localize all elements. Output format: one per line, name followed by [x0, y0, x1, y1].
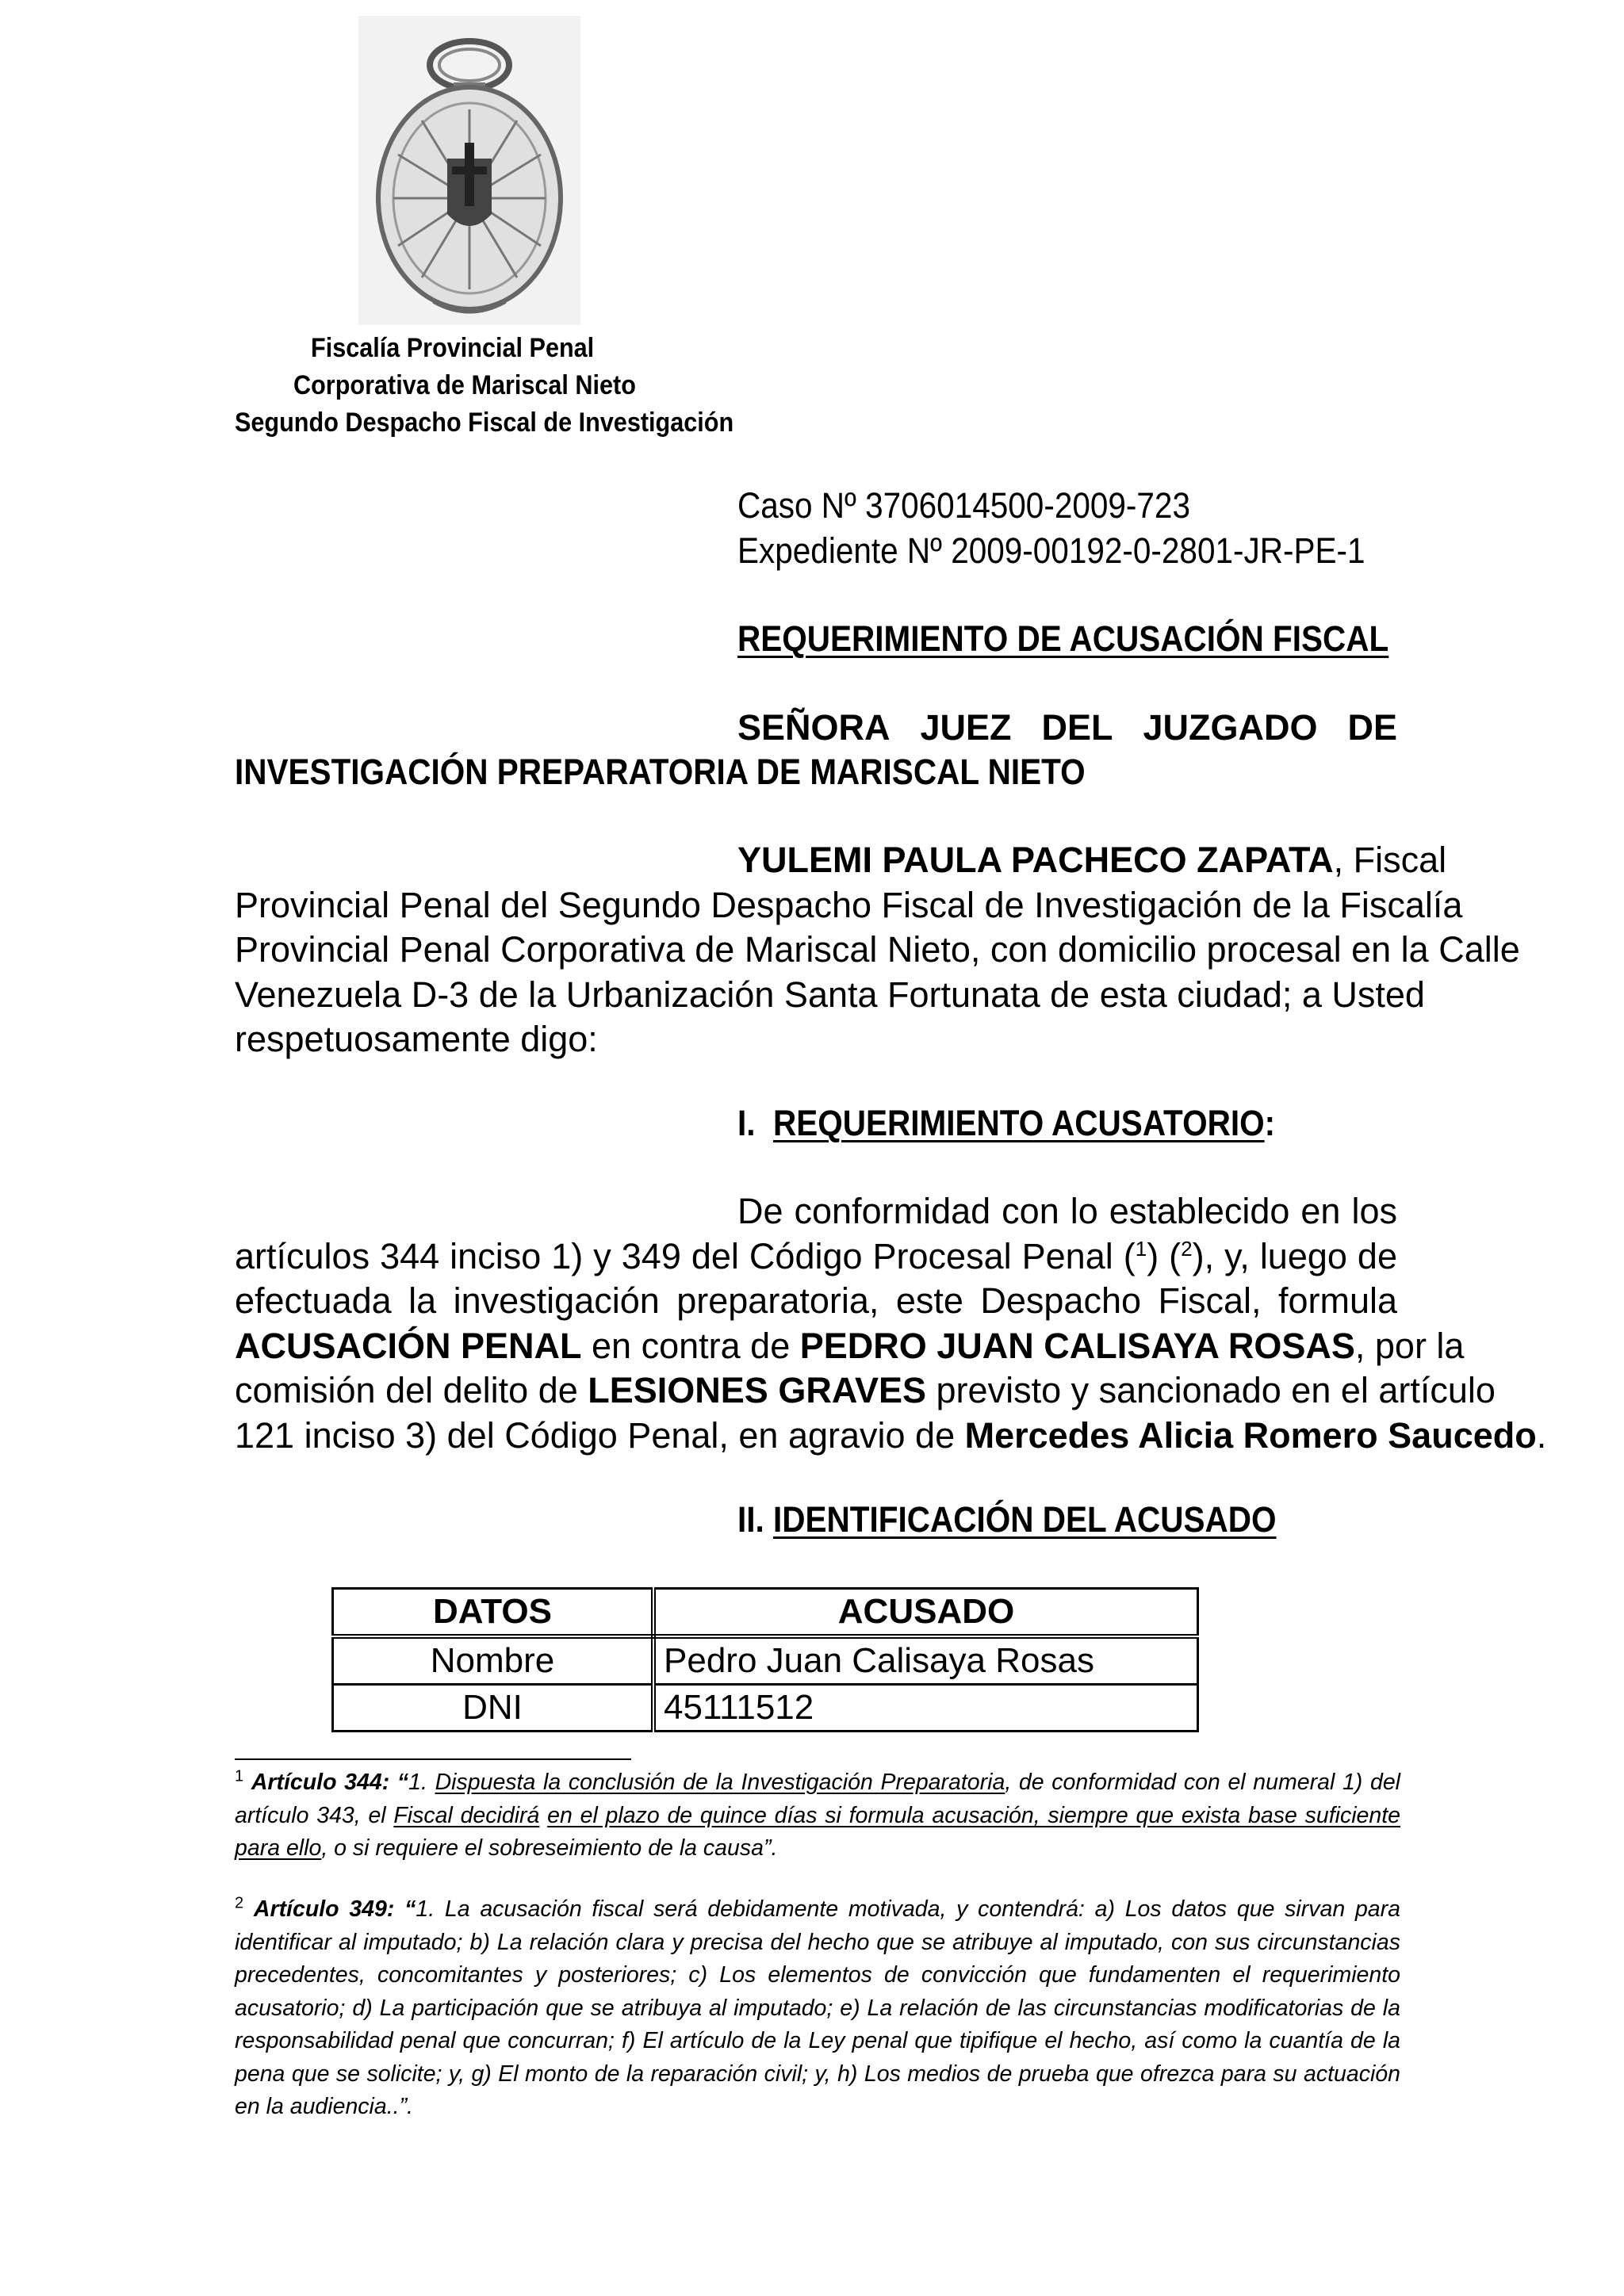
addressee-word: JUEZ [920, 707, 1012, 748]
seal-emblem-icon [358, 16, 580, 325]
footnote-ref-2[interactable]: 2 [1181, 1236, 1193, 1261]
footnote-line: acusatorio; d) La participación que se atribuya al imputado; e) La relación de las circunstancias modificatorias de la [235, 1995, 1400, 2021]
table-row [333, 1636, 1198, 1685]
expediente-number: Expediente Nº 2009-00192-0-2801-JR-PE-1 [737, 530, 1365, 571]
intro-line: Provincial Penal del Segundo Despacho Fiscal de Investigación de la Fiscalía [235, 884, 1463, 925]
body-line: De conformidad con lo establecido en los [737, 1191, 1397, 1231]
body-line [235, 1414, 1547, 1459]
footnote-text: , de conformidad con el numeral 1) del [1005, 1770, 1401, 1795]
intro-first-line [737, 838, 1447, 883]
footnote-line [235, 1800, 1400, 1833]
addressee-word: JUZGADO [1143, 707, 1318, 748]
footnote-number: 2 [235, 1894, 244, 1912]
footnote-line [235, 1832, 1400, 1866]
footnote-label: Artículo 344: “ [251, 1770, 409, 1795]
table-cell: DNI [333, 1685, 654, 1732]
accused-name: PEDRO JUAN CALISAYA ROSAS [799, 1325, 1355, 1366]
intro-paragraph [235, 883, 1520, 1062]
footnote-separator [235, 1758, 631, 1760]
header-line-2: Corporativa de Mariscal Nieto [293, 370, 636, 400]
footnote-text: , o si requiere el sobreseimiento de la causa”. [321, 1835, 778, 1861]
intro-text: , Fiscal [1333, 840, 1447, 880]
table-header-cell: DATOS [333, 1589, 654, 1637]
addressee-word: DEL [1041, 707, 1113, 748]
accused-identification-table [331, 1587, 1199, 1732]
body-line [235, 1234, 1397, 1280]
body-text: ) ( [1147, 1235, 1182, 1276]
header-line-3: Segundo Despacho Fiscal de Investigación [235, 408, 734, 438]
footnote-number: 1 [235, 1767, 244, 1785]
body-text: en contra de [581, 1325, 800, 1366]
victim-name: Mercedes Alicia Romero Saucedo [964, 1414, 1537, 1456]
footnote-line: precedentes, concomitantes y posteriores; c) Los elementos de convicción que fundamenten el requerimiento [235, 1962, 1400, 1988]
footnote-text: 1. [408, 1770, 435, 1795]
document-title: REQUERIMIENTO DE ACUSACIÓN FISCAL [737, 618, 1389, 659]
table-header-cell: ACUSADO [653, 1589, 1198, 1637]
case-number: Caso Nº 3706014500-2009-723 [737, 485, 1190, 526]
body-first-line [737, 1189, 1397, 1234]
footnote-2 [235, 1893, 1400, 2124]
accusation-label: ACUSACIÓN PENAL [235, 1325, 582, 1366]
addressee-line-1 [737, 706, 1397, 750]
table-cell: Nombre [333, 1636, 654, 1685]
footnote-1 [235, 1766, 1400, 1866]
body-text: . [1536, 1414, 1547, 1456]
footnote-line: pena que se solicite; y, g) El monto de la reparación civil; y, h) Los medios de prueba que ofrezca para su actuación [235, 2061, 1400, 2087]
table-cell: Pedro Juan Calisaya Rosas [653, 1636, 1198, 1685]
section-2-title: IDENTIFICACIÓN DEL ACUSADO [773, 1499, 1277, 1540]
intro-line: Venezuela D-3 de la Urbanización Santa Fortunata de esta ciudad; a Usted [235, 974, 1425, 1015]
footnote-text: Dispuesta la conclusión de la Investigación Preparatoria [435, 1770, 1005, 1795]
footnote-line: en la audiencia..”. [235, 2094, 413, 2119]
footnote-line: identificar al imputado; b) La relación clara y precisa del hecho que se atribuye al imputado, con sus circunstancias [235, 1929, 1400, 1955]
addressee-line-2: INVESTIGACIÓN PREPARATORIA DE MARISCAL NIETO [235, 752, 1086, 792]
section-1-number: I. [737, 1103, 756, 1143]
footnote-line [235, 1766, 1400, 1800]
body-text: 121 inciso 3) del Código Penal, en agravio de [235, 1414, 965, 1456]
footnote-text: Fiscal decidirá [393, 1802, 540, 1828]
footnote-text: para ello [235, 1835, 322, 1861]
body-text: artículos 344 inciso 1) y 349 del Código Procesal Penal ( [235, 1235, 1136, 1276]
body-text: ), y, luego de [1192, 1235, 1397, 1276]
table-cell: 45111512 [653, 1685, 1198, 1732]
footnote-ref-1[interactable]: 1 [1135, 1236, 1147, 1261]
body-text: previsto y sancionado en el artículo [926, 1370, 1496, 1410]
footnote-line: responsabilidad penal que concurran; f) El artículo de la Ley penal que tipifique el hecho, así como la cuantía de la [235, 2028, 1400, 2053]
footnote-text: en el plazo de quince días si formula acusación, siempre que exista base suficiente [547, 1802, 1400, 1828]
body-line: efectuada la investigación preparatoria, este Despacho Fiscal, formula [235, 1280, 1397, 1321]
intro-line: respetuosamente digo: [235, 1019, 598, 1059]
section-1-title: REQUERIMIENTO ACUSATORIO [773, 1103, 1265, 1143]
intro-line: Provincial Penal Corporativa de Mariscal Nieto, con domicilio procesal en la Calle [235, 929, 1520, 970]
footnote-line [235, 1893, 1400, 1927]
footnote-text: artículo 343, el [235, 1802, 394, 1828]
section-1-colon: : [1264, 1103, 1276, 1143]
section-2-heading [737, 1498, 1277, 1542]
addressee-word: DE [1347, 707, 1397, 748]
body-line [235, 1368, 1496, 1414]
prosecutor-name: YULEMI PAULA PACHECO ZAPATA [737, 840, 1334, 880]
body-paragraph [235, 1234, 1547, 1459]
table-header-row [333, 1589, 1198, 1637]
footnote-text: 1. La acusación fiscal será debidamente motivada, y contendrá: a) Los datos que sirvan para [416, 1896, 1400, 1922]
table-row [333, 1685, 1198, 1732]
body-text: , por la [1354, 1325, 1465, 1366]
body-line [235, 1324, 1465, 1369]
section-1-heading [737, 1101, 1275, 1146]
public-ministry-seal [358, 16, 580, 325]
section-2-number: II. [737, 1499, 764, 1540]
footnote-label: Artículo 349: “ [253, 1896, 416, 1922]
header-line-1: Fiscalía Provincial Penal [311, 333, 595, 363]
addressee-word: SEÑORA [737, 707, 891, 748]
body-text: comisión del delito de [235, 1370, 588, 1410]
footnote-text [539, 1803, 547, 1828]
crime-name: LESIONES GRAVES [588, 1370, 927, 1410]
